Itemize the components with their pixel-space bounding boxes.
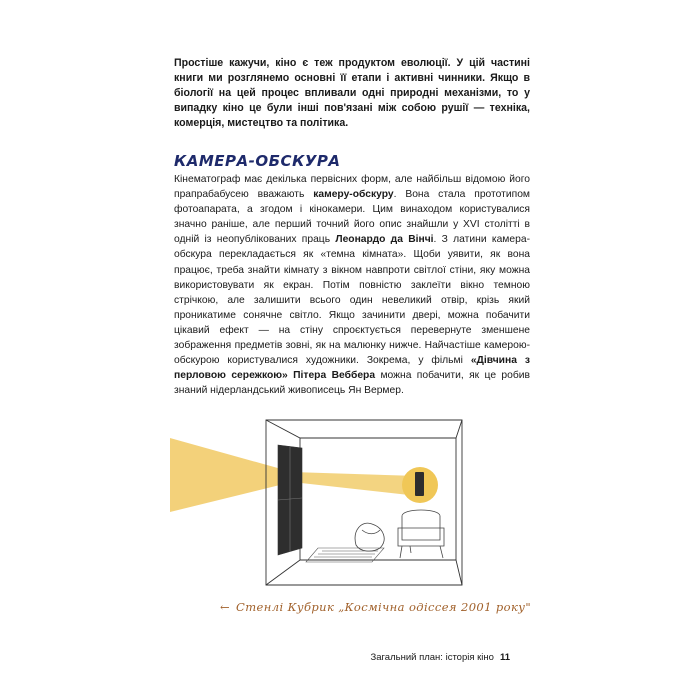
light-beam-outside [170, 438, 292, 512]
page-number: 11 [499, 652, 510, 663]
body-paragraph [174, 172, 530, 398]
arrow-left-icon: ← [220, 600, 231, 614]
intro-paragraph [174, 56, 530, 131]
intro-text: Простіше кажучи, кіно є теж продуктом еволюції. У цій частині книги ми розглянемо основні її етапи і активні чинники. Якщо в біології на цей процес впливали одні природні механізми, то у випадку кіно це були інші пов'язані між собою рушії — техніка, комерція, мистецтво та політика. [174, 57, 530, 129]
body-text-1: Кінематограф має декілька первісних форм, але найбільш відомою його прапрабабусею вважають [174, 174, 530, 201]
light-beam-inside [292, 472, 418, 496]
term-camera-obscura: камеру-обскуру [313, 189, 394, 201]
body-text-2: . Вона стала прототипом фотоапарата, а згодом і кінокамери. Цим винаходом користувалися значно раніше, але перший точний його опис знайшли у XVI столітті в одній із неопублікованих праць [174, 189, 530, 246]
body-text-4: можна побачити, як це робив знаний нідерландський живописець Ян Вермер. [174, 370, 530, 397]
projected-figure-icon [415, 472, 424, 496]
beanbag-icon [355, 523, 384, 551]
footer-section: Загальний план: історія кіно [370, 652, 494, 663]
term-leonardo: Леонардо да Вінчі [335, 234, 434, 246]
window-icon [278, 445, 302, 555]
term-film-title: «Дівчина з перловою сережкою» Пітера Веббера [174, 355, 530, 382]
camera-obscura-illustration [0, 400, 700, 600]
body-text-3: . З латини камера-обскура перекладається як «темна кімната». Щоби уявити, як вона працює, треба знайти кімнату з вікном навпроти світлої стіни, яку можна використовувати як екран. Потім повністю заклеїти вікно темною стрічкою, але залишити всього один невеликий отвір, крізь який проникатиме сонячне світло. Якщо зачинити двері, можна побачити цікавий ефект — на стіну спроєктується перевернуте зменшене зображення предметів зовні, як на малюнку нижче. Найчастіше камерою-обскурою користувалися художники. Зокрема, у фільмі [174, 234, 530, 367]
armchair-icon [398, 510, 444, 558]
page-footer [371, 652, 510, 663]
section-title: КАМЕРА-ОБСКУРА [174, 152, 341, 170]
illustration-caption [220, 600, 531, 614]
caption-text: Стенлі Кубрик „Космічна одіссея 2001 року" [236, 600, 532, 614]
